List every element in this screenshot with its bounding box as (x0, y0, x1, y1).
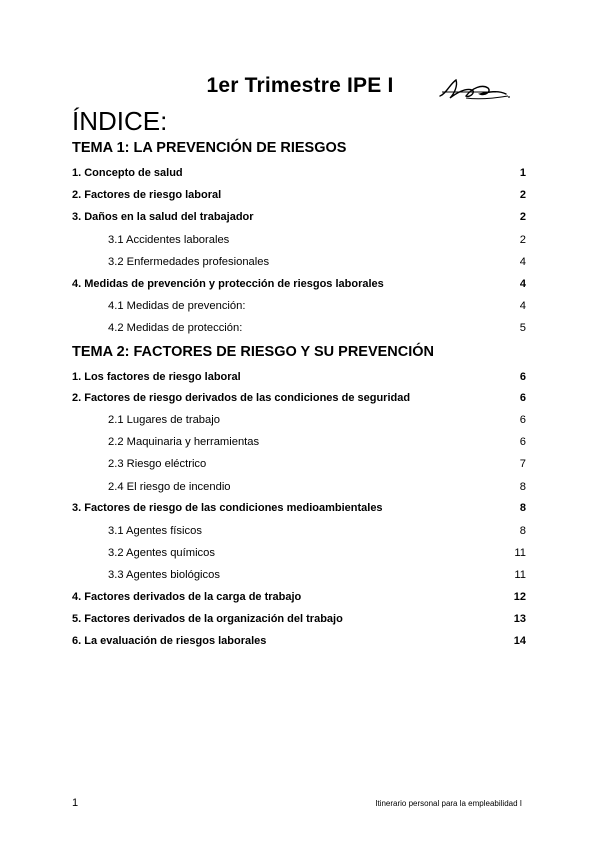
toc-label: 2.4 El riesgo de incendio (108, 481, 231, 493)
index-heading: ÍNDICE: (72, 106, 168, 136)
toc-label: 2.2 Maquinaria y herramientas (108, 436, 260, 448)
toc-row[interactable] (72, 500, 526, 516)
toc-page-number: 4 (519, 278, 526, 290)
toc-page-number: 8 (519, 502, 526, 514)
toc-page-number: 1 (519, 167, 526, 179)
toc-page-number: 4 (519, 256, 526, 268)
toc-label: 2. Factores de riesgo derivados de las condiciones de seguridad (72, 392, 411, 404)
toc-page-number: 2 (519, 189, 526, 201)
toc-label: 3. Factores de riesgo de las condiciones medioambientales (72, 502, 383, 514)
toc-page-number: 6 (519, 392, 526, 404)
toc-page-number: 2 (519, 234, 526, 246)
toc-label: 3.2 Enfermedades profesionales (108, 256, 270, 268)
toc-row[interactable] (72, 456, 526, 472)
toc-label: 4. Medidas de prevención y protección de riesgos laborales (72, 278, 384, 290)
toc-label: 2.1 Lugares de trabajo (108, 414, 220, 426)
tema-1-heading: TEMA 1: LA PREVENCIÓN DE RIESGOS (72, 140, 347, 156)
toc-page-number: 6 (519, 436, 526, 448)
toc-page-number: 7 (519, 458, 526, 470)
toc-label: 1. Los factores de riesgo laboral (72, 371, 241, 383)
toc-page-number: 8 (519, 525, 526, 537)
toc-page-number: 12 (513, 591, 526, 603)
toc-label: 5. Factores derivados de la organización del trabajo (72, 613, 343, 625)
toc-label: 2.3 Riesgo eléctrico (108, 458, 207, 470)
toc-row[interactable] (72, 611, 526, 627)
toc-row[interactable] (72, 412, 526, 428)
toc-row[interactable] (72, 479, 526, 495)
signature-icon (436, 76, 512, 102)
toc-label: 3.3 Agentes biológicos (108, 569, 220, 581)
toc-row[interactable] (72, 165, 526, 181)
toc-page-number: 5 (519, 322, 526, 334)
toc-page-number: 14 (513, 635, 526, 647)
footer-text: Itinerario personal para la empleabilidad I (375, 799, 522, 808)
toc-row[interactable] (72, 434, 526, 450)
toc-label: 3.1 Accidentes laborales (108, 234, 230, 246)
toc-label: 2. Factores de riesgo laboral (72, 189, 222, 201)
toc-page-number: 2 (519, 211, 526, 223)
toc-row[interactable] (72, 567, 526, 583)
toc-row[interactable] (72, 589, 526, 605)
toc-label: 4.1 Medidas de prevención: (108, 300, 246, 312)
toc-page-number: 13 (513, 613, 526, 625)
toc-row[interactable] (72, 320, 526, 336)
toc-label: 3. Daños en la salud del trabajador (72, 211, 254, 223)
toc-row[interactable] (72, 545, 526, 561)
toc-label: 6. La evaluación de riesgos laborales (72, 635, 267, 647)
toc-page-number: 11 (514, 547, 526, 559)
document-title: 1er Trimestre IPE I (206, 74, 394, 97)
toc-label: 4. Factores derivados de la carga de trabajo (72, 591, 302, 603)
toc-row[interactable] (72, 254, 526, 270)
toc-page-number: 4 (519, 300, 526, 312)
toc-row[interactable] (72, 390, 526, 406)
toc-row[interactable] (72, 523, 526, 539)
footer-page-number: 1 (72, 797, 79, 809)
toc-row[interactable] (72, 187, 526, 203)
tema-2-heading: TEMA 2: FACTORES DE RIESGO Y SU PREVENCIÓN (72, 344, 435, 360)
toc-label: 3.1 Agentes físicos (108, 525, 202, 537)
toc-row[interactable] (72, 633, 526, 649)
toc-label: 4.2 Medidas de protección: (108, 322, 243, 334)
toc-row[interactable] (72, 276, 526, 292)
toc-row[interactable] (72, 369, 526, 385)
toc-label: 1. Concepto de salud (72, 167, 183, 179)
toc-page-number: 8 (519, 481, 526, 493)
toc-row[interactable] (72, 209, 526, 225)
toc-page-number: 6 (519, 371, 526, 383)
toc-label: 3.2 Agentes químicos (108, 547, 215, 559)
toc-page-number: 6 (519, 414, 526, 426)
toc-row[interactable] (72, 298, 526, 314)
toc-row[interactable] (72, 232, 526, 248)
toc-page-number: 11 (514, 569, 526, 581)
